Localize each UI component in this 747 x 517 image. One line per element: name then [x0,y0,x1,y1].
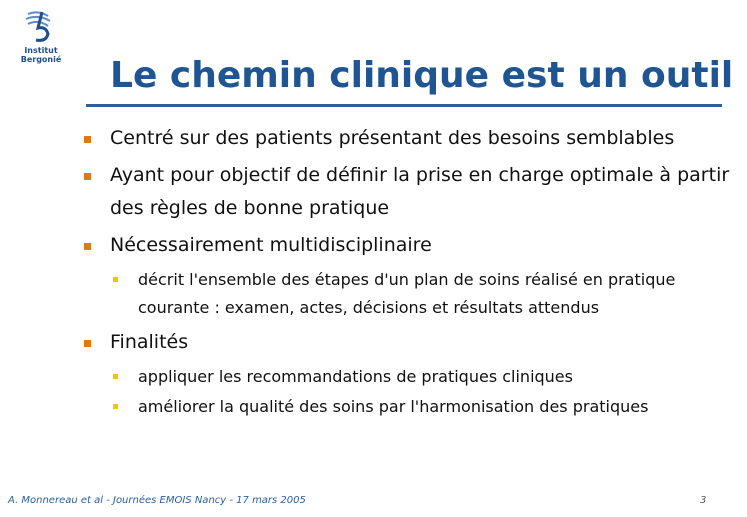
sub-bullet-item [110,393,734,421]
square-bullet-icon [84,173,91,180]
logo-line1: Institut [24,46,58,55]
small-square-bullet-icon [113,374,118,379]
logo-line2: Bergonié [20,55,62,64]
sub-bullet-item [110,363,734,391]
bergonie-logo-icon [24,8,58,44]
sub-bullet-text: appliquer les recommandations de pratiques cliniques [138,367,573,386]
small-square-bullet-icon [113,404,118,409]
footer-text: A. Monnereau et al - Journées EMOIS Nancy - 17 mars 2005 [8,495,306,506]
bullet-text: Nécessairement multidisciplinaire [110,234,432,256]
institut-bergonie-logo [16,8,66,70]
bullet-text: Centré sur des patients présentant des besoins semblables [110,127,675,149]
bullet-item [84,159,734,225]
square-bullet-icon [84,136,91,143]
bullet-list [84,122,734,423]
sub-bullet-text: décrit l'ensemble des étapes d'un plan de soins réalisé en pratique courante : examen, actes, décisions et résultats attendus [138,270,676,317]
sub-bullet-text: améliorer la qualité des soins par l'harmonisation des pratiques [138,397,649,416]
slide-title: Le chemin clinique est un outil [110,55,734,96]
small-square-bullet-icon [113,277,118,282]
square-bullet-icon [84,243,91,250]
bullet-item [84,229,734,262]
square-bullet-icon [84,340,91,347]
title-underline [86,104,722,107]
bullet-item [84,122,734,155]
bullet-text: Finalités [110,331,189,353]
bullet-text: Ayant pour objectif de définir la prise en charge optimale à partir des règles de bonne pratique [110,164,730,219]
page-number: 3 [700,495,707,506]
sub-bullet-item [110,266,734,322]
bullet-item [84,326,734,359]
